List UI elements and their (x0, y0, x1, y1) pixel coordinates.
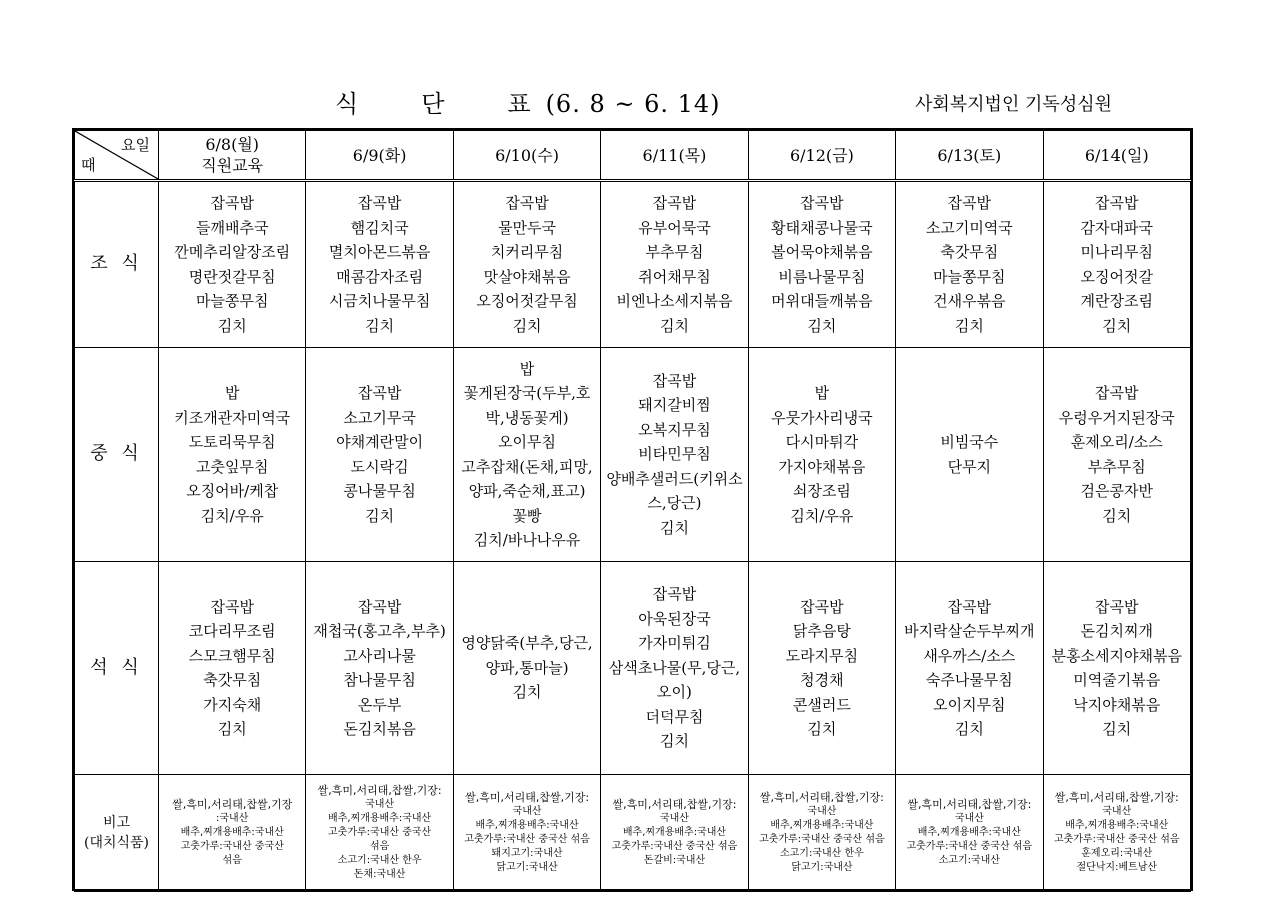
origin-note-cell (601, 775, 748, 892)
origin-note-line: 국내산 (659, 813, 689, 824)
menu-item: 미역줄기볶음 (1073, 671, 1161, 689)
day-header-5 (896, 131, 1043, 181)
menu-item: 김치 (512, 316, 542, 335)
origin-note-line: 고춧가루:국내산 중국산 (328, 827, 432, 838)
menu-item: 김치 (807, 720, 837, 738)
day-header-6 (1043, 131, 1190, 181)
dinner-menu-cell (159, 562, 306, 775)
menu-item: 잡곡밥 (947, 597, 992, 616)
menu-item: 김치 (365, 506, 395, 525)
menu-item: 잡곡밥 (652, 194, 697, 212)
menu-table (72, 128, 1193, 891)
day-date: 6/12(금) (789, 145, 854, 165)
menu-item: 닭추음탕 (792, 622, 851, 640)
menu-item: 우뭇가사리냉국 (771, 408, 873, 427)
menu-item: 김치 (1102, 316, 1132, 335)
corner-cell (75, 131, 159, 181)
lunch-menu-cell (601, 348, 748, 562)
menu-item: 잡곡밥 (1095, 384, 1139, 402)
origin-note-line: 국내산 (1102, 806, 1132, 817)
breakfast-menu-cell (159, 181, 306, 348)
menu-item: 볼어묵야채볶음 (771, 243, 873, 261)
menu-item: 잡곡밥 (1095, 194, 1139, 212)
menu-item: 잡곡밥 (210, 194, 254, 212)
menu-item: 낙지야채볶음 (1073, 695, 1161, 714)
menu-item: 온두부 (357, 695, 402, 714)
origin-note-cell (306, 775, 453, 892)
menu-item: 훈제오리/소스 (1070, 433, 1163, 451)
menu-item: 밥 (224, 384, 240, 402)
breakfast-menu-cell (748, 181, 895, 348)
menu-item: 김치/바나나우유 (473, 531, 581, 549)
origin-note-line: 배추,찌개용배추:국내산 (770, 820, 874, 831)
menu-item: 스모크햄무침 (188, 646, 276, 665)
menu-item: 꽃빵 (512, 506, 542, 525)
menu-item: 아욱된장국 (638, 609, 711, 628)
origin-note-line: 소고기:국내산 (938, 855, 1000, 866)
menu-item: 고사리나물 (343, 646, 416, 665)
origin-note-line: 쌀,흑미,서리태,찹쌀,기장: (465, 791, 590, 804)
menu-item: 미나리무침 (1080, 243, 1153, 261)
breakfast-label: 조 식 (75, 181, 159, 348)
origin-note-line: 국내산 (365, 799, 395, 810)
origin-note-line: 배추,찌개용배추:국내산 (328, 813, 432, 824)
menu-item: 소고기미역국 (925, 218, 1013, 237)
origin-note-line: 섞음 (369, 841, 390, 852)
lunch-menu-cell (896, 348, 1043, 562)
notes-label-line: (대치식품) (83, 835, 150, 851)
dinner-menu-cell (748, 562, 895, 775)
menu-item: 잡곡밥 (210, 597, 254, 616)
dinner-menu-cell (1043, 562, 1190, 775)
menu-item: 영양닭죽(부추,당근, (461, 634, 593, 653)
corner-meal-label: 때 (81, 155, 96, 174)
menu-item: 가지숙채 (203, 695, 262, 714)
menu-item: 김치 (217, 316, 247, 335)
day-header-4 (748, 131, 895, 181)
day-header-0 (159, 131, 306, 181)
dinner-menu-cell (306, 562, 453, 775)
menu-item: 우렁우거지된장국 (1058, 408, 1175, 427)
origin-note-line: 돼지고기:국내산 (491, 848, 563, 859)
origin-note-line: 쌀,흑미,서리태,찹쌀,기장: (907, 798, 1032, 811)
title-date-range: (6. 8 ~ 6. 14) (545, 90, 721, 118)
origin-note-line: 국내산 (954, 813, 984, 824)
menu-item: 양파,통마늘) (485, 658, 569, 677)
origin-note-line: 섞음 (222, 855, 242, 866)
origin-note-line: 닭고기:국내산 (791, 862, 853, 873)
origin-note-line: 쌀,흑미,서리태,찹쌀,기장: (759, 791, 884, 804)
menu-item: 황태채콩나물국 (771, 218, 873, 237)
origin-note-line: 국내산 (512, 806, 542, 817)
menu-item: 오징어젓갈 (1080, 267, 1153, 286)
origin-note-line: 소고기:국내산 한우 (779, 848, 864, 859)
menu-item: 비엔나소세지볶음 (616, 292, 733, 310)
menu-item: 멸치아몬드볶음 (328, 243, 431, 261)
menu-item: 콩나물무침 (343, 482, 416, 500)
menu-item: 머위대들깨볶음 (771, 292, 873, 310)
menu-item: 오징어젓갈무침 (476, 292, 578, 310)
origin-note-line: 쌀,흑미,서리태,찹쌀,기장 (172, 798, 293, 811)
menu-item: 김치 (659, 518, 689, 537)
origin-note-line: 절단낙지:베트남산 (1076, 862, 1158, 873)
menu-item: 김치 (217, 720, 247, 738)
menu-item: 가지야채볶음 (778, 457, 866, 476)
menu-item: 더덕무침 (645, 707, 704, 726)
menu-item: 비타민무침 (638, 445, 711, 464)
origin-note-line: 돈갈비:국내산 (643, 855, 706, 866)
menu-item: 새우까스/소스 (923, 646, 1016, 665)
menu-item: 비빔국수 (940, 433, 999, 451)
origin-note-line: 배추,찌개용배추:국내산 (180, 827, 284, 838)
menu-item: 김치 (659, 732, 689, 751)
origin-note-cell (1043, 775, 1190, 892)
menu-item: 물만두국 (498, 218, 557, 237)
lunch-label: 중 식 (75, 348, 159, 562)
day-date: 6/10(수) (495, 145, 559, 165)
day-date: 6/8(월) (205, 135, 260, 154)
menu-item: 김치 (954, 316, 984, 335)
menu-item: 청경채 (800, 671, 844, 689)
menu-item: 키조개관자미역국 (174, 408, 291, 427)
menu-item: 돈김치볶음 (343, 720, 416, 738)
menu-item: 비름나물무침 (778, 267, 866, 286)
menu-item: 고추잡채(돈채,피망, (461, 457, 593, 476)
origin-note-line: 배추,찌개용배추:국내산 (475, 820, 579, 831)
menu-item: 꽃게된장국(두부,호 (463, 384, 591, 402)
menu-item: 잡곡밥 (357, 194, 402, 212)
day-date: 6/11(목) (642, 145, 707, 165)
menu-item: 참나물무침 (343, 671, 416, 689)
menu-item: 돼지갈비찜 (638, 396, 711, 415)
title-char-3: 표 (507, 90, 532, 118)
menu-item: 밥 (814, 384, 830, 402)
day-header-3 (601, 131, 748, 181)
menu-item: 잡곡밥 (505, 194, 549, 212)
breakfast-menu-cell (306, 181, 453, 348)
menu-item: 야채계란말이 (336, 433, 424, 451)
origin-note-line: :국내산 (216, 813, 249, 824)
menu-item: 김치 (1102, 720, 1132, 738)
menu-item: 양배추샐러드(키위소 (606, 469, 743, 488)
menu-item: 잡곡밥 (800, 194, 844, 212)
menu-item: 김치/우유 (200, 506, 264, 525)
menu-item: 스,당근) (647, 494, 702, 513)
origin-note-line: 고춧가루:국내산 중국산 섞음 (906, 841, 1033, 852)
menu-item: 축갓무침 (203, 671, 262, 689)
menu-item: 오징어바/케찹 (186, 482, 279, 500)
day-header-1 (306, 131, 453, 181)
menu-item: 맛살야채볶음 (483, 267, 571, 286)
menu-item: 단무지 (947, 457, 992, 476)
day-subtitle: 직원교육 (201, 156, 264, 175)
origin-note-line: 고춧가루:국내산 중국산 (180, 841, 284, 852)
day-date: 6/9(화) (352, 145, 407, 165)
menu-item: 콘샐러드 (792, 695, 851, 714)
menu-item: 김치 (807, 316, 837, 335)
origin-note-line: 고춧가루:국내산 중국산 섞음 (464, 834, 590, 845)
menu-item: 매콤감자조림 (336, 267, 424, 286)
breakfast-menu-cell (453, 181, 600, 348)
menu-item: 명란젓갈무침 (188, 267, 276, 286)
menu-item: 분홍소세지야채볶음 (1051, 646, 1182, 665)
origin-note-cell (748, 775, 895, 892)
dinner-menu-cell (453, 562, 600, 775)
origin-note-line: 배추,찌개용배추:국내산 (917, 827, 1021, 838)
menu-item: 들깨배추국 (195, 218, 269, 237)
breakfast-menu-cell (1043, 181, 1190, 348)
origin-note-line: 쌀,흑미,서리태,찹쌀,기장: (317, 784, 442, 797)
dinner-row (75, 562, 1191, 775)
menu-item: 잡곡밥 (357, 597, 402, 616)
lunch-menu-cell (453, 348, 600, 562)
menu-item: 잡곡밥 (1095, 597, 1139, 616)
origin-note-line: 소고기:국내산 한우 (337, 855, 422, 866)
dinner-label: 석 식 (75, 562, 159, 775)
menu-item: 잡곡밥 (357, 384, 402, 402)
menu-item: 김치/우유 (790, 506, 854, 525)
menu-title (335, 84, 721, 119)
menu-item: 계란장조림 (1080, 292, 1153, 310)
menu-item: 밥 (519, 359, 535, 378)
menu-item: 오이무침 (498, 433, 557, 451)
origin-note-line: 고춧가루:국내산 중국산 섞음 (759, 834, 885, 845)
origin-note-cell (159, 775, 306, 892)
origin-note-line: 고춧가루:국내산 중국산 섞음 (611, 841, 738, 852)
origin-note-cell (453, 775, 600, 892)
origin-note-cell (896, 775, 1043, 892)
menu-item: 김치 (1102, 506, 1132, 525)
menu-item: 건새우볶음 (933, 292, 1006, 310)
menu-item: 도토리묵무침 (188, 433, 276, 451)
notes-label (75, 775, 159, 892)
menu-item: 삼색초나물(무,당근, (608, 658, 741, 677)
lunch-menu-cell (1043, 348, 1190, 562)
menu-item: 검은콩자반 (1080, 482, 1153, 500)
menu-item: 오이지무침 (933, 695, 1006, 714)
menu-item: 축갓무침 (940, 243, 999, 261)
menu-item: 돈김치찌개 (1080, 622, 1153, 640)
notes-label-line: 비고 (102, 815, 131, 831)
origin-note-line: 돈채:국내산 (353, 869, 406, 880)
notes-row (75, 775, 1191, 892)
title-char-1: 식 (335, 90, 360, 118)
breakfast-menu-cell (601, 181, 748, 348)
origin-note-line: 고춧가루:국내산 중국산 섞음 (1053, 834, 1180, 845)
menu-item: 잡곡밥 (800, 597, 844, 616)
menu-item: 김치 (512, 683, 542, 702)
breakfast-menu-cell (896, 181, 1043, 348)
menu-item: 재첩국(홍고추,부추) (313, 622, 446, 640)
menu-item: 도라지무침 (785, 646, 859, 665)
menu-item: 다시마튀각 (785, 433, 859, 451)
dinner-menu-cell (896, 562, 1043, 775)
lunch-menu-cell (748, 348, 895, 562)
menu-item: 박,냉동꽃게) (485, 408, 569, 427)
menu-item: 오이) (657, 683, 692, 702)
menu-item: 가자미튀김 (638, 634, 711, 653)
organization-name: 사회복지법인 기독성심원 (915, 94, 1112, 115)
day-header-2 (453, 131, 600, 181)
menu-item: 바지락살순두부찌개 (904, 622, 1035, 640)
menu-item: 마늘쫑무침 (933, 267, 1006, 286)
menu-item: 치커리무침 (490, 243, 564, 261)
menu-item: 고춧잎무침 (195, 457, 269, 476)
origin-note-line: 쌀,흑미,서리태,찹쌀,기장: (612, 798, 737, 811)
menu-item: 부추무침 (645, 243, 704, 261)
menu-item: 오복지무침 (638, 420, 711, 439)
menu-item: 도시락김 (350, 457, 409, 476)
menu-item: 김치 (954, 720, 984, 738)
menu-item: 소고기무국 (343, 408, 416, 427)
menu-item: 시금치나물무침 (328, 292, 431, 310)
menu-item: 양파,죽순채,표고) (468, 482, 586, 500)
menu-item: 잡곡밥 (652, 585, 697, 604)
menu-item: 숙주나물무침 (925, 671, 1013, 689)
menu-item: 쥐어채무침 (638, 267, 711, 286)
origin-note-line: 배추,찌개용배추:국내산 (1065, 820, 1169, 831)
menu-item: 김치 (365, 316, 395, 335)
breakfast-row (75, 181, 1191, 348)
menu-item: 감자대파국 (1080, 218, 1153, 237)
menu-item: 유부어묵국 (638, 218, 711, 237)
origin-note-line: 쌀,흑미,서리태,찹쌀,기장: (1054, 791, 1179, 804)
corner-day-label: 요일 (121, 136, 150, 154)
lunch-menu-cell (159, 348, 306, 562)
menu-item: 부추무침 (1087, 457, 1146, 476)
menu-item: 햄김치국 (350, 218, 409, 237)
origin-note-line: 닭고기:국내산 (496, 862, 558, 873)
day-date: 6/13(토) (937, 145, 1002, 165)
menu-item: 깐메추리알장조림 (174, 243, 291, 261)
origin-note-line: 국내산 (807, 806, 837, 817)
origin-note-line: 훈제오리:국내산 (1081, 848, 1153, 859)
menu-item: 김치 (659, 316, 689, 335)
header-row (75, 131, 1191, 181)
title-char-2: 단 (421, 90, 446, 118)
menu-item: 잡곡밥 (652, 371, 697, 390)
menu-item: 코다리무조림 (188, 622, 276, 640)
lunch-menu-cell (306, 348, 453, 562)
menu-item: 쇠장조림 (792, 482, 851, 500)
menu-item: 마늘쫑무침 (195, 292, 269, 310)
menu-item: 잡곡밥 (947, 194, 992, 212)
dinner-menu-cell (601, 562, 748, 775)
lunch-row (75, 348, 1191, 562)
day-date: 6/14(일) (1084, 145, 1149, 165)
origin-note-line: 배추,찌개용배추:국내산 (622, 827, 727, 838)
